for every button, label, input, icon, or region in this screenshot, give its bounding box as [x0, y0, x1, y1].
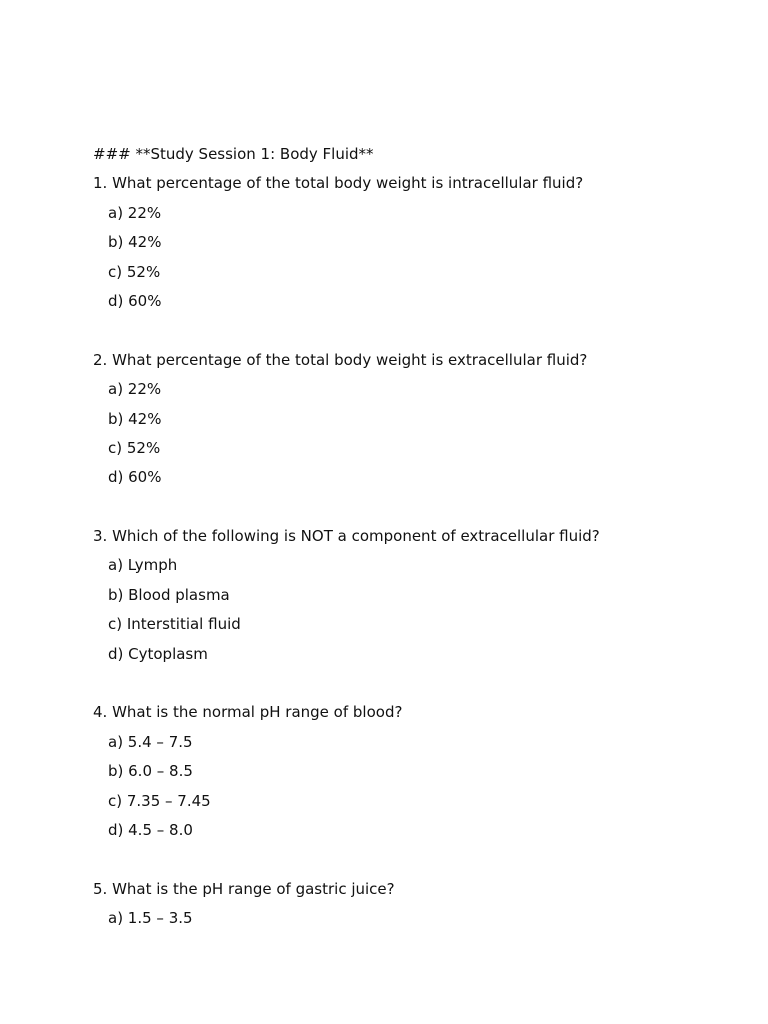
blank-line [93, 497, 733, 526]
answer-option: a) 1.5 – 3.5 [108, 909, 193, 928]
answer-option: b) 42% [108, 233, 162, 252]
question-block [93, 702, 733, 849]
question-block [93, 350, 733, 497]
answer-option: a) 5.4 – 7.5 [108, 732, 193, 751]
answer-option: b) 6.0 – 8.5 [108, 762, 193, 781]
question-text: 1. What percentage of the total body weight is intracellular fluid? [93, 174, 584, 193]
answer-option: b) 42% [108, 409, 162, 428]
blank-line [93, 849, 733, 878]
document-body [93, 144, 733, 938]
answer-option: a) 22% [108, 380, 162, 399]
answer-option: c) 52% [108, 438, 161, 457]
question-text: 5. What is the pH range of gastric juice? [93, 879, 395, 898]
answer-option: b) Blood plasma [108, 585, 230, 604]
question-block [93, 879, 733, 938]
answer-option: d) 60% [108, 291, 162, 310]
page-heading: ### **Study Session 1: Body Fluid** [93, 145, 374, 163]
answer-option: d) 60% [108, 468, 162, 487]
question-text: 4. What is the normal pH range of blood? [93, 703, 403, 722]
answer-option: c) 52% [108, 262, 161, 281]
blank-line [93, 320, 733, 349]
answer-option: c) 7.35 – 7.45 [108, 791, 211, 810]
question-block [93, 526, 733, 673]
answer-option: a) Lymph [108, 556, 178, 575]
answer-option: a) 22% [108, 203, 162, 222]
question-text: 3. Which of the following is NOT a component of extracellular fluid? [93, 527, 600, 546]
answer-option: d) Cytoplasm [108, 644, 208, 663]
answer-option: c) Interstitial fluid [108, 615, 241, 634]
question-text: 2. What percentage of the total body weight is extracellular fluid? [93, 350, 588, 369]
question-block [93, 173, 733, 320]
blank-line [93, 673, 733, 702]
answer-option: d) 4.5 – 8.0 [108, 820, 193, 839]
